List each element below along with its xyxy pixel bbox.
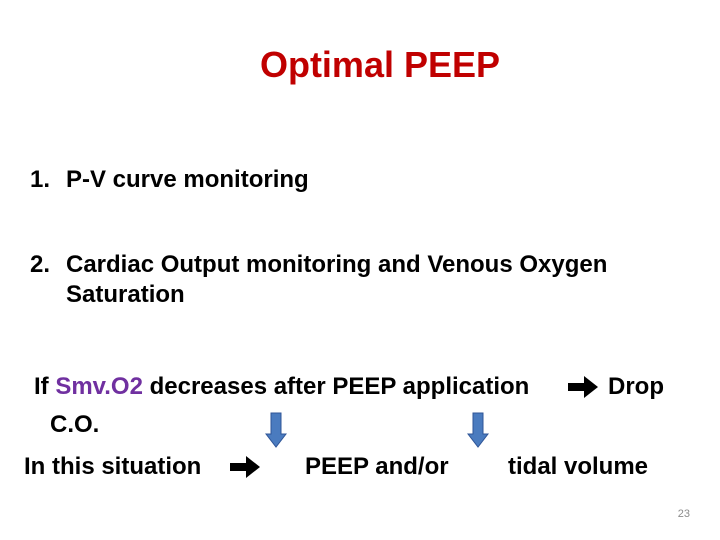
condition-middle: decreases after PEEP application [142,373,530,400]
list-text-line2: Saturation [66,281,185,308]
bold-right-arrow-icon [568,376,598,403]
smvo2-highlight: Smv.O2 [55,373,143,400]
condition-line [34,372,529,402]
list-number: 1. [30,166,51,193]
blue-down-arrow-icon [467,412,489,453]
list-text-line1: Cardiac Output monitoring and Venous Oxygen [66,251,608,278]
list-item-2 [30,250,690,310]
action-item-peep: PEEP and/or [305,453,449,480]
condition-prefix: If [34,373,56,400]
blue-down-arrow-icon [265,412,287,453]
list-item-1 [30,165,309,195]
page-number: 23 [677,508,690,520]
result-text: Drop [608,373,664,400]
list-text: P-V curve monitoring [66,166,309,193]
action-item-tidal-volume: tidal volume [508,453,649,480]
list-number: 2. [30,251,51,278]
result-continued: C.O. [50,411,100,438]
action-prefix: In this situation [24,453,202,480]
slide-title: Optimal PEEP [259,44,501,85]
bold-right-arrow-icon [230,456,260,483]
